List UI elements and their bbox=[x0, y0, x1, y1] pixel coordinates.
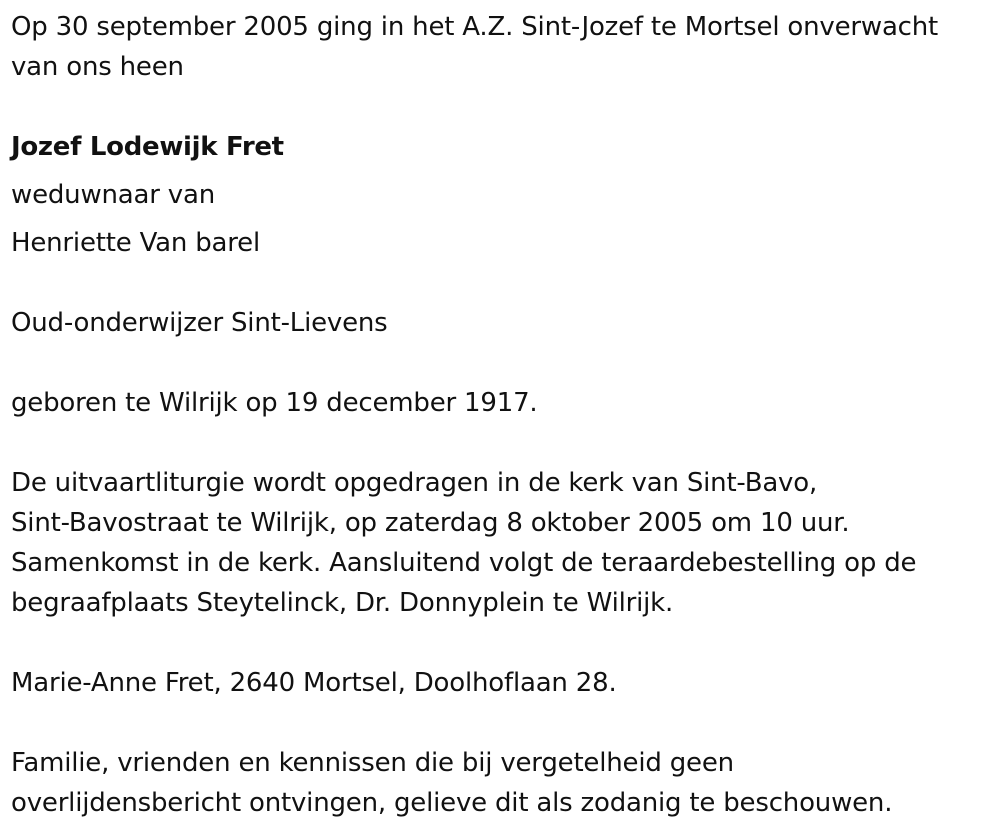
deceased-name: Jozef Lodewijk Fret bbox=[11, 132, 284, 162]
spouse-name: Henriette Van barel bbox=[11, 228, 261, 258]
closing-line: overlijdensbericht ontvingen, gelieve dit als zodanig te beschouwen. bbox=[11, 788, 893, 818]
funeral-paragraph bbox=[11, 463, 980, 623]
intro-line: Op 30 september 2005 ging in het A.Z. Sint-Jozef te Mortsel onverwacht bbox=[11, 12, 939, 42]
funeral-line: De uitvaartliturgie wordt opgedragen in de kerk van Sint-Bavo, bbox=[11, 468, 818, 498]
occupation: Oud-onderwijzer Sint-Lievens bbox=[11, 308, 388, 338]
funeral-line: Sint-Bavostraat te Wilrijk, op zaterdag 8 oktober 2005 om 10 uur. bbox=[11, 508, 850, 538]
intro-paragraph bbox=[11, 7, 980, 87]
intro-line: van ons heen bbox=[11, 52, 184, 82]
closing-line: Familie, vrienden en kennissen die bij vergetelheid geen bbox=[11, 748, 734, 778]
funeral-line: Samenkomst in de kerk. Aansluitend volgt de teraardebestelling op de bbox=[11, 548, 917, 578]
funeral-line: begraafplaats Steytelinck, Dr. Donnyplein te Wilrijk. bbox=[11, 588, 674, 618]
birth-statement: geboren te Wilrijk op 19 december 1917. bbox=[11, 388, 538, 418]
relation-label: weduwnaar van bbox=[11, 180, 216, 210]
contact-address: Marie-Anne Fret, 2640 Mortsel, Doolhoflaan 28. bbox=[11, 668, 617, 698]
closing-paragraph bbox=[11, 743, 980, 823]
